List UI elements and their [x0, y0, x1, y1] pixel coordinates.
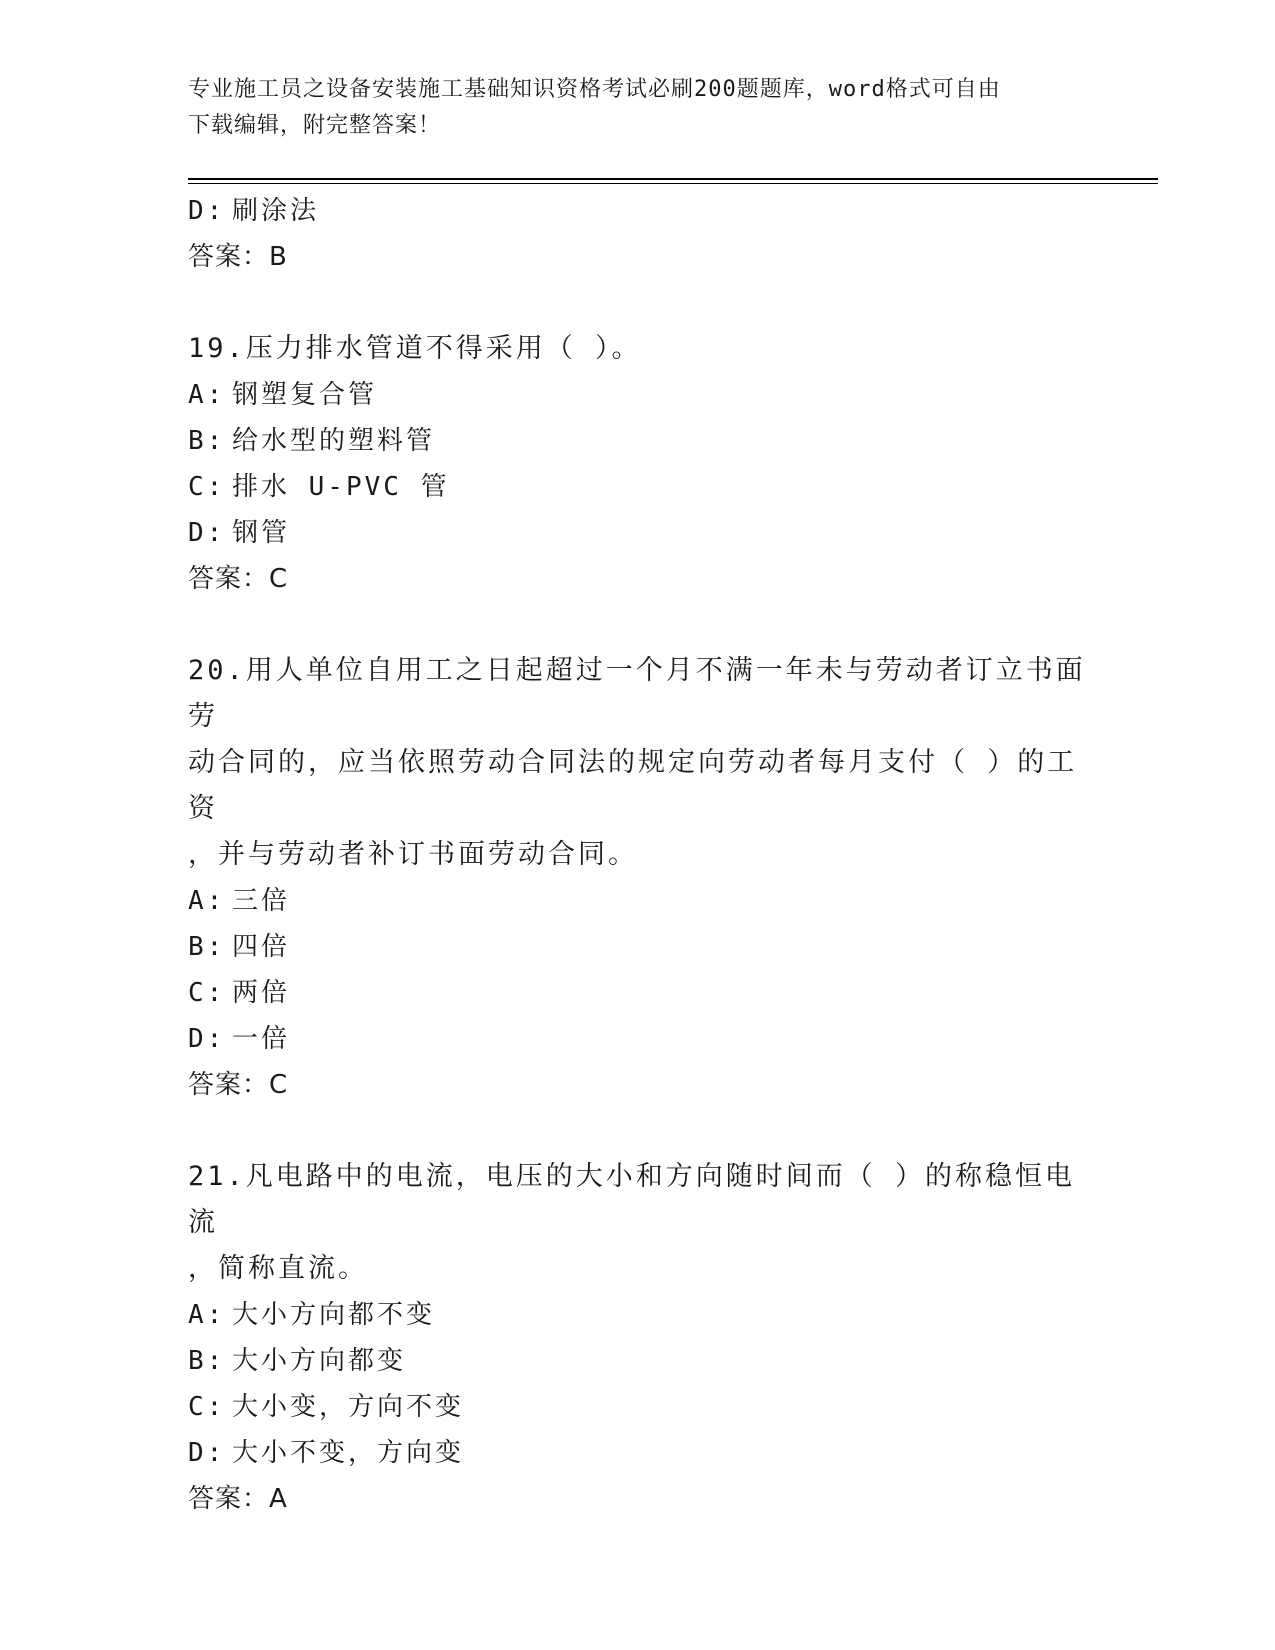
option-a [188, 878, 1088, 924]
question-18-tail [188, 188, 1088, 280]
option-text: 三倍 [232, 886, 291, 916]
option-label: A: [188, 886, 226, 916]
option-text: 给水型的塑料管 [232, 426, 436, 456]
option-text: 钢管 [232, 518, 291, 548]
option-c [188, 1384, 1088, 1430]
option-text: 两倍 [232, 978, 291, 1008]
question-text-line-2: 动合同的，应当依照劳动合同法的规定向劳动者每月支付（ ）的工资 [188, 747, 1078, 824]
option-text: 一倍 [232, 1024, 291, 1054]
option-label: A: [188, 1300, 226, 1330]
option-d [188, 188, 1088, 234]
header-line-1: 专业施工员之设备安装施工基础知识资格考试必刷200题题库，word格式可自由 [188, 77, 1001, 102]
option-label: C: [188, 472, 226, 502]
option-label: D: [188, 1438, 226, 1468]
answer-line: 答案：A [188, 1484, 288, 1514]
option-text: 大小变，方向不变 [232, 1392, 465, 1422]
option-c [188, 464, 1088, 510]
option-d [188, 510, 1088, 556]
question-text-line-3: ，并与劳动者补订书面劳动合同。 [188, 839, 638, 870]
option-b [188, 924, 1088, 970]
option-text: 四倍 [232, 932, 291, 962]
answer-line: 答案：C [188, 564, 289, 594]
option-text: 钢塑复合管 [232, 380, 378, 410]
document-header [188, 72, 1088, 144]
header-divider-thick [188, 178, 1158, 180]
question-20 [188, 648, 1088, 1108]
question-list [188, 188, 1088, 1522]
option-label: B: [188, 1346, 226, 1376]
answer-line: 答案：B [188, 242, 288, 272]
option-label: D: [188, 196, 226, 226]
option-text: 排水 U-PVC 管 [232, 472, 450, 502]
option-b [188, 1338, 1088, 1384]
question-19 [188, 326, 1088, 602]
question-text-line-1: 20.用人单位自用工之日起超过一个月不满一年未与劳动者订立书面劳 [188, 655, 1086, 732]
option-label: B: [188, 426, 226, 456]
option-label: D: [188, 518, 226, 548]
option-c [188, 970, 1088, 1016]
header-divider-thin [188, 183, 1158, 184]
option-label: B: [188, 932, 226, 962]
question-text: 19.压力排水管道不得采用（ ）。 [188, 333, 642, 364]
option-b [188, 418, 1088, 464]
answer-line: 答案：C [188, 1070, 289, 1100]
option-label: C: [188, 1392, 226, 1422]
option-d [188, 1430, 1088, 1476]
option-a [188, 372, 1088, 418]
option-a [188, 1292, 1088, 1338]
question-21 [188, 1154, 1088, 1522]
header-line-2: 下载编辑，附完整答案！ [188, 113, 442, 138]
document-page [188, 0, 1158, 1650]
question-text-line-1: 21.凡电路中的电流，电压的大小和方向随时间而（ ）的称稳恒电流 [188, 1161, 1076, 1238]
option-label: C: [188, 978, 226, 1008]
option-d [188, 1016, 1088, 1062]
question-text-line-2: ，简称直流。 [188, 1253, 368, 1284]
option-text: 大小方向都变 [232, 1346, 407, 1376]
option-label: D: [188, 1024, 226, 1054]
option-text: 大小不变，方向变 [232, 1438, 465, 1468]
option-label: A: [188, 380, 226, 410]
option-text: 刷涂法 [232, 196, 320, 226]
option-text: 大小方向都不变 [232, 1300, 436, 1330]
